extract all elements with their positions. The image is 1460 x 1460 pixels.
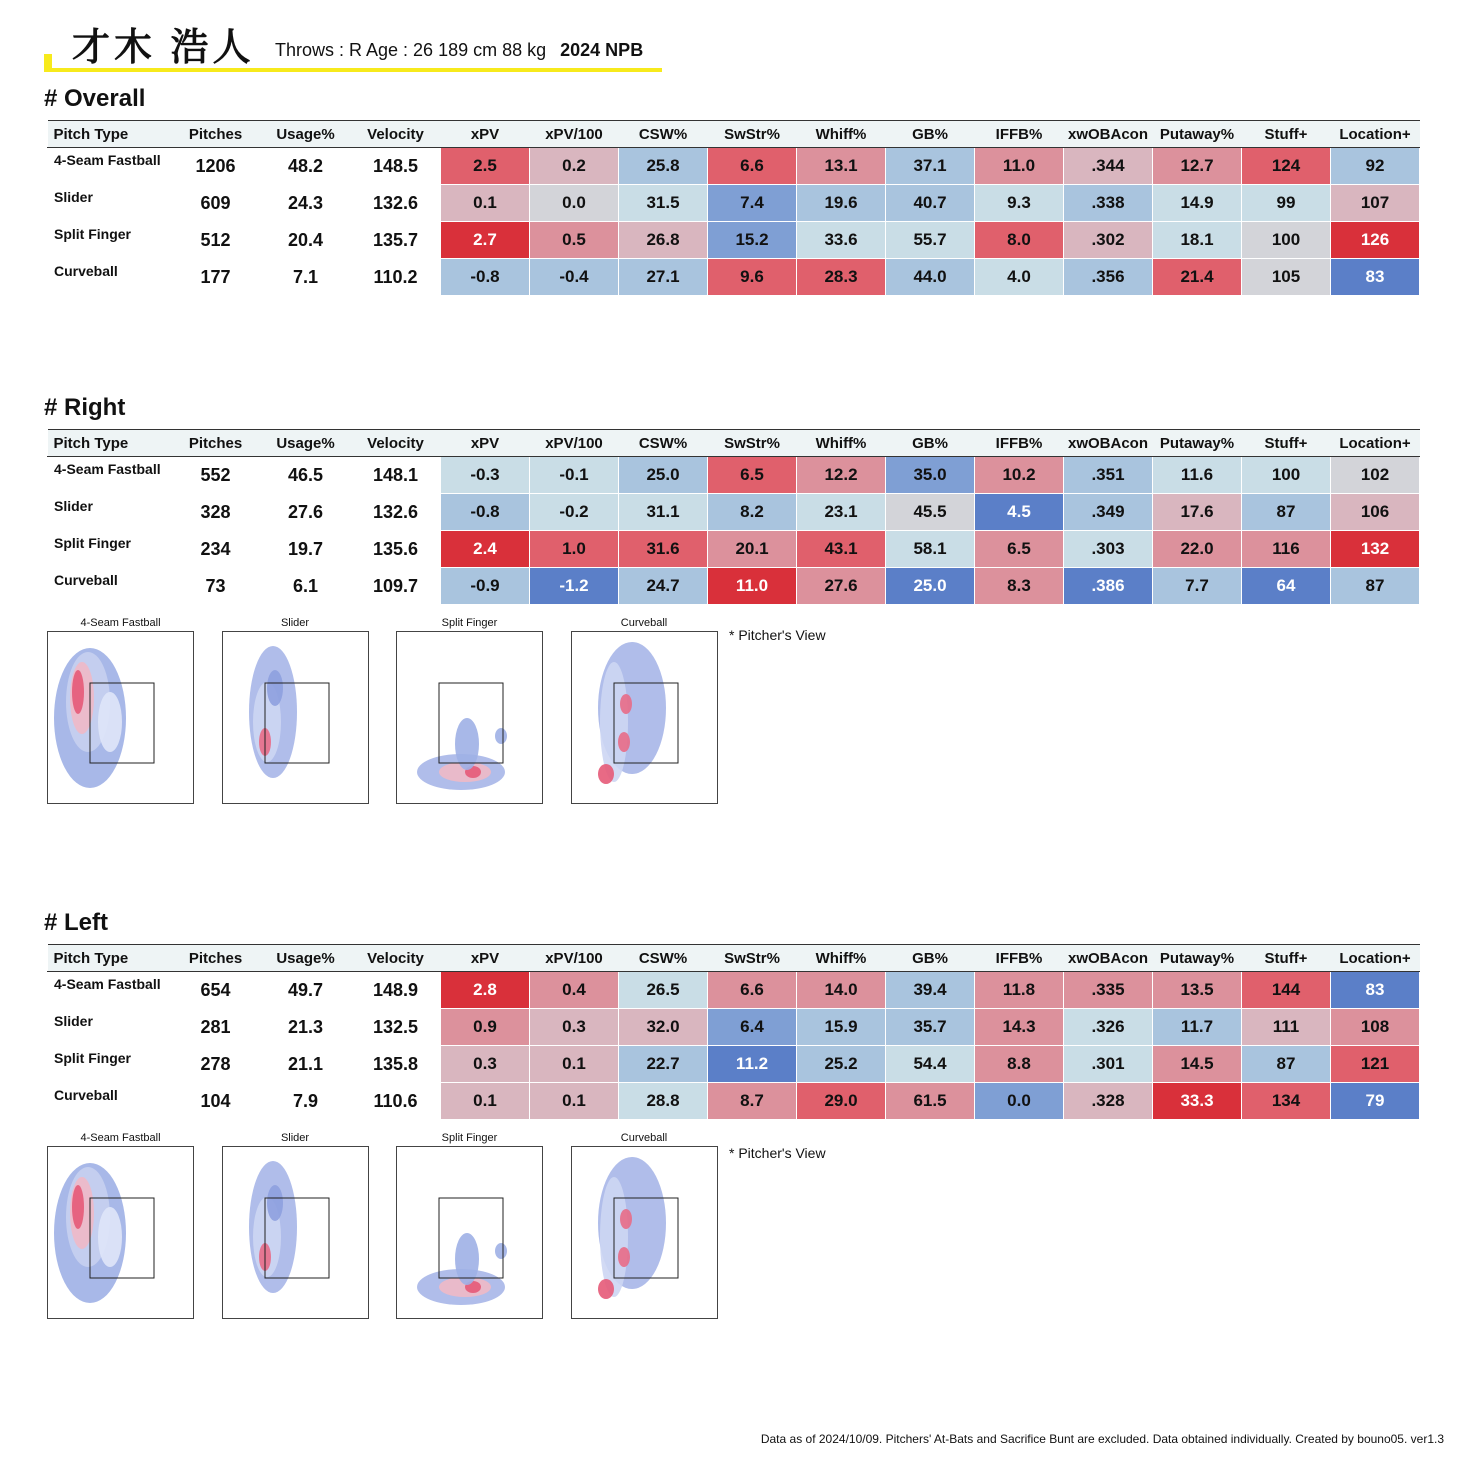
pitch-type-cell: Split Finger (48, 1046, 171, 1083)
pitch-type-cell: Curveball (48, 259, 171, 296)
metric-cell: 100 (1242, 457, 1331, 494)
stat-cell: 148.9 (351, 972, 441, 1009)
metric-cell: 20.1 (708, 531, 797, 568)
heatmap-plot (47, 1146, 194, 1319)
metric-cell: 4.5 (975, 494, 1064, 531)
metric-cell: 8.8 (975, 1046, 1064, 1083)
column-header: CSW% (619, 430, 708, 457)
metric-cell: 15.9 (797, 1009, 886, 1046)
metric-cell: .301 (1064, 1046, 1153, 1083)
metric-cell: .326 (1064, 1009, 1153, 1046)
metric-cell: 39.4 (886, 972, 975, 1009)
heatmap-plot (396, 1146, 543, 1319)
column-header: Pitches (171, 121, 261, 148)
heatmap-title: Slider (280, 617, 310, 629)
stat-cell: 281 (171, 1009, 261, 1046)
heatmap-plot (47, 631, 194, 804)
stat-cell: 552 (171, 457, 261, 494)
table-header-row (48, 121, 1420, 148)
metric-cell: 7.7 (1153, 568, 1242, 605)
column-header: IFFB% (975, 945, 1064, 972)
pitch-type-cell: 4-Seam Fastball (48, 457, 171, 494)
column-header: Putaway% (1153, 121, 1242, 148)
table-row (48, 531, 1420, 568)
metric-cell: 22.7 (619, 1046, 708, 1083)
location-heatmap (396, 1130, 543, 1319)
column-header: Pitch Type (48, 121, 171, 148)
metric-cell: 79 (1331, 1083, 1420, 1120)
metric-cell: 27.1 (619, 259, 708, 296)
column-header: Stuff+ (1242, 945, 1331, 972)
column-header: CSW% (619, 121, 708, 148)
metric-cell: 33.3 (1153, 1083, 1242, 1120)
heatmap-plot (571, 1146, 718, 1319)
column-header: Stuff+ (1242, 430, 1331, 457)
metric-cell: 12.2 (797, 457, 886, 494)
metric-cell: 12.7 (1153, 148, 1242, 185)
stat-cell: 132.6 (351, 185, 441, 222)
metric-cell: 106 (1331, 494, 1420, 531)
metric-cell: 83 (1331, 259, 1420, 296)
section-title-left: # Left (44, 909, 109, 936)
heatmap-plot (222, 631, 369, 804)
column-header: GB% (886, 121, 975, 148)
metric-cell: 2.8 (441, 972, 530, 1009)
metric-cell: 26.8 (619, 222, 708, 259)
stat-cell: 24.3 (261, 185, 351, 222)
column-header: Usage% (261, 430, 351, 457)
column-header: Velocity (351, 121, 441, 148)
heatmap-plot (222, 1146, 369, 1319)
metric-cell: 144 (1242, 972, 1331, 1009)
pitch-type-cell: Curveball (48, 1083, 171, 1120)
metric-cell: 40.7 (886, 185, 975, 222)
metric-cell: 126 (1331, 222, 1420, 259)
metric-cell: 116 (1242, 531, 1331, 568)
metric-cell: 35.7 (886, 1009, 975, 1046)
density-blob (618, 1247, 630, 1267)
column-header: SwStr% (708, 945, 797, 972)
heatmap-title: Curveball (620, 1132, 668, 1144)
metric-cell: 58.1 (886, 531, 975, 568)
player-bio: Throws : R Age : 26 189 cm 88 kg (275, 40, 547, 60)
column-header: xPV/100 (530, 121, 619, 148)
stat-cell: 46.5 (261, 457, 351, 494)
metric-cell: 0.1 (530, 1046, 619, 1083)
table-row (48, 568, 1420, 605)
stats-table-right (47, 429, 1420, 605)
stat-cell: 1206 (171, 148, 261, 185)
metric-cell: 121 (1331, 1046, 1420, 1083)
metric-cell: 0.9 (441, 1009, 530, 1046)
metric-cell: 22.0 (1153, 531, 1242, 568)
pitch-type-cell: Curveball (48, 568, 171, 605)
metric-cell: 7.4 (708, 185, 797, 222)
density-blob (267, 1185, 283, 1221)
pitch-type-cell: Slider (48, 494, 171, 531)
heatmap-title: Slider (280, 1132, 310, 1144)
column-header: xPV (441, 945, 530, 972)
heatmap-plot (396, 631, 543, 804)
location-heatmap (571, 1130, 718, 1319)
metric-cell: 54.4 (886, 1046, 975, 1083)
metric-cell: 37.1 (886, 148, 975, 185)
metric-cell: 8.2 (708, 494, 797, 531)
column-header: Pitches (171, 945, 261, 972)
density-blob (620, 694, 632, 714)
column-header: xPV (441, 121, 530, 148)
stat-cell: 512 (171, 222, 261, 259)
table-row (48, 972, 1420, 1009)
metric-cell: .356 (1064, 259, 1153, 296)
density-blob (598, 764, 614, 784)
stats-table-overall (47, 120, 1420, 296)
metric-cell: 23.1 (797, 494, 886, 531)
column-header: Whiff% (797, 945, 886, 972)
metric-cell: 87 (1242, 494, 1331, 531)
metric-cell: 0.1 (441, 1083, 530, 1120)
column-header: Location+ (1331, 121, 1420, 148)
density-blob (495, 1243, 507, 1259)
stats-table-left (47, 944, 1420, 1120)
stat-cell: 21.1 (261, 1046, 351, 1083)
metric-cell: 31.1 (619, 494, 708, 531)
stat-cell: 132.5 (351, 1009, 441, 1046)
metric-cell: 28.3 (797, 259, 886, 296)
player-header (44, 14, 662, 72)
metric-cell: 10.2 (975, 457, 1064, 494)
metric-cell: 87 (1242, 1046, 1331, 1083)
metric-cell: 0.4 (530, 972, 619, 1009)
metric-cell: 6.5 (708, 457, 797, 494)
location-heatmap (571, 615, 718, 804)
stat-cell: 609 (171, 185, 261, 222)
metric-cell: 92 (1331, 148, 1420, 185)
density-blob (267, 670, 283, 706)
stat-cell: 110.2 (351, 259, 441, 296)
column-header: Velocity (351, 430, 441, 457)
metric-cell: 33.6 (797, 222, 886, 259)
metric-cell: 11.2 (708, 1046, 797, 1083)
column-header: xwOBAcon (1064, 121, 1153, 148)
metric-cell: 100 (1242, 222, 1331, 259)
metric-cell: .338 (1064, 185, 1153, 222)
table-row (48, 1046, 1420, 1083)
stat-cell: 177 (171, 259, 261, 296)
column-header: xwOBAcon (1064, 945, 1153, 972)
stat-cell: 19.7 (261, 531, 351, 568)
player-info (275, 40, 643, 61)
stat-cell: 328 (171, 494, 261, 531)
column-header: Whiff% (797, 430, 886, 457)
metric-cell: 25.0 (619, 457, 708, 494)
column-header: CSW% (619, 945, 708, 972)
column-header: Stuff+ (1242, 121, 1331, 148)
column-header: Location+ (1331, 430, 1420, 457)
metric-cell: 0.1 (530, 1083, 619, 1120)
metric-cell: .302 (1064, 222, 1153, 259)
metric-cell: -0.4 (530, 259, 619, 296)
heatmap-title: Split Finger (441, 1132, 498, 1144)
stat-cell: 48.2 (261, 148, 351, 185)
column-header: xPV (441, 430, 530, 457)
metric-cell: 14.0 (797, 972, 886, 1009)
column-header: IFFB% (975, 121, 1064, 148)
metric-cell: 9.6 (708, 259, 797, 296)
metric-cell: 27.6 (797, 568, 886, 605)
metric-cell: 87 (1331, 568, 1420, 605)
season-label: 2024 NPB (560, 40, 644, 60)
metric-cell: 1.0 (530, 531, 619, 568)
metric-cell: 0.0 (975, 1083, 1064, 1120)
stat-cell: 148.1 (351, 457, 441, 494)
metric-cell: 0.1 (441, 185, 530, 222)
column-header: Pitch Type (48, 430, 171, 457)
stat-cell: 132.6 (351, 494, 441, 531)
section-title-overall: # Overall (44, 85, 146, 112)
stat-cell: 110.6 (351, 1083, 441, 1120)
player-name: 才木 浩人 (72, 27, 255, 69)
pitch-type-cell: Split Finger (48, 222, 171, 259)
metric-cell: 4.0 (975, 259, 1064, 296)
metric-cell: 102 (1331, 457, 1420, 494)
metric-cell: 13.1 (797, 148, 886, 185)
metric-cell: 25.2 (797, 1046, 886, 1083)
metric-cell: 32.0 (619, 1009, 708, 1046)
table-row (48, 222, 1420, 259)
footer-note: Data as of 2024/10/09. Pitchers' At-Bats and Sacrifice Bunt are excluded. Data obtained individually. Created by bouno05. ver1.3 (760, 1432, 1444, 1446)
heatmap-title: 4-Seam Fastball (80, 1132, 161, 1144)
metric-cell: 64 (1242, 568, 1331, 605)
metric-cell: 108 (1331, 1009, 1420, 1046)
density-blob (72, 1185, 84, 1229)
metric-cell: 6.5 (975, 531, 1064, 568)
stat-cell: 234 (171, 531, 261, 568)
metric-cell: 21.4 (1153, 259, 1242, 296)
density-blob (495, 728, 507, 744)
column-header: Velocity (351, 945, 441, 972)
metric-cell: 2.7 (441, 222, 530, 259)
column-header: Putaway% (1153, 430, 1242, 457)
metric-cell: 107 (1331, 185, 1420, 222)
metric-cell: 8.3 (975, 568, 1064, 605)
metric-cell: 6.4 (708, 1009, 797, 1046)
stat-cell: 104 (171, 1083, 261, 1120)
metric-cell: 132 (1331, 531, 1420, 568)
column-header: SwStr% (708, 121, 797, 148)
metric-cell: 61.5 (886, 1083, 975, 1120)
stat-cell: 278 (171, 1046, 261, 1083)
table-header-row (48, 945, 1420, 972)
metric-cell: .335 (1064, 972, 1153, 1009)
metric-cell: 15.2 (708, 222, 797, 259)
metric-cell: 24.7 (619, 568, 708, 605)
metric-cell: -0.1 (530, 457, 619, 494)
metric-cell: 0.2 (530, 148, 619, 185)
table-row (48, 494, 1420, 531)
heatmap-plot (571, 631, 718, 804)
column-header: xwOBAcon (1064, 430, 1153, 457)
metric-cell: 17.6 (1153, 494, 1242, 531)
metric-cell: .328 (1064, 1083, 1153, 1120)
column-header: Pitch Type (48, 945, 171, 972)
metric-cell: .303 (1064, 531, 1153, 568)
pitch-type-cell: Slider (48, 1009, 171, 1046)
column-header: SwStr% (708, 430, 797, 457)
heatmap-title: Split Finger (441, 617, 498, 629)
metric-cell: 124 (1242, 148, 1331, 185)
table-row (48, 1009, 1420, 1046)
location-heatmap (47, 1130, 194, 1319)
metric-cell: 26.5 (619, 972, 708, 1009)
metric-cell: 14.9 (1153, 185, 1242, 222)
metric-cell: .386 (1064, 568, 1153, 605)
column-header: Whiff% (797, 121, 886, 148)
metric-cell: 2.4 (441, 531, 530, 568)
metric-cell: 111 (1242, 1009, 1331, 1046)
stat-cell: 6.1 (261, 568, 351, 605)
metric-cell: 43.1 (797, 531, 886, 568)
density-blob (598, 1279, 614, 1299)
table-row (48, 185, 1420, 222)
stat-cell: 7.1 (261, 259, 351, 296)
metric-cell: 11.0 (708, 568, 797, 605)
density-blob (72, 670, 84, 714)
metric-cell: 9.3 (975, 185, 1064, 222)
metric-cell: 25.0 (886, 568, 975, 605)
pitchers-view-note-right: * Pitcher's View (729, 627, 826, 643)
metric-cell: 14.5 (1153, 1046, 1242, 1083)
metric-cell: 99 (1242, 185, 1331, 222)
density-blob (98, 1207, 122, 1267)
metric-cell: -0.8 (441, 494, 530, 531)
metric-cell: 13.5 (1153, 972, 1242, 1009)
metric-cell: 31.6 (619, 531, 708, 568)
metric-cell: 28.8 (619, 1083, 708, 1120)
metric-cell: -0.3 (441, 457, 530, 494)
stat-cell: 73 (171, 568, 261, 605)
table-row (48, 457, 1420, 494)
heatmap-title: 4-Seam Fastball (80, 617, 161, 629)
metric-cell: 2.5 (441, 148, 530, 185)
stat-cell: 135.8 (351, 1046, 441, 1083)
metric-cell: .344 (1064, 148, 1153, 185)
metric-cell: 0.0 (530, 185, 619, 222)
metric-cell: 55.7 (886, 222, 975, 259)
metric-cell: 19.6 (797, 185, 886, 222)
column-header: Location+ (1331, 945, 1420, 972)
stat-cell: 135.7 (351, 222, 441, 259)
column-header: IFFB% (975, 430, 1064, 457)
stat-cell: 109.7 (351, 568, 441, 605)
metric-cell: -0.8 (441, 259, 530, 296)
metric-cell: 105 (1242, 259, 1331, 296)
pitchers-view-note-left: * Pitcher's View (729, 1145, 826, 1161)
metric-cell: 6.6 (708, 148, 797, 185)
stat-cell: 654 (171, 972, 261, 1009)
metric-cell: 8.0 (975, 222, 1064, 259)
location-heatmap (47, 615, 194, 804)
density-blob (618, 732, 630, 752)
metric-cell: 0.3 (530, 1009, 619, 1046)
density-blob (455, 1233, 479, 1285)
stat-cell: 20.4 (261, 222, 351, 259)
pitch-type-cell: 4-Seam Fastball (48, 972, 171, 1009)
table-row (48, 259, 1420, 296)
table-header-row (48, 430, 1420, 457)
metric-cell: 31.5 (619, 185, 708, 222)
metric-cell: 134 (1242, 1083, 1331, 1120)
location-heatmap (396, 615, 543, 804)
stat-cell: 7.9 (261, 1083, 351, 1120)
metric-cell: 11.6 (1153, 457, 1242, 494)
metric-cell: 83 (1331, 972, 1420, 1009)
metric-cell: .349 (1064, 494, 1153, 531)
metric-cell: 0.3 (441, 1046, 530, 1083)
metric-cell: -1.2 (530, 568, 619, 605)
stat-cell: 135.6 (351, 531, 441, 568)
table-row (48, 1083, 1420, 1120)
metric-cell: .351 (1064, 457, 1153, 494)
column-header: xPV/100 (530, 945, 619, 972)
column-header: Usage% (261, 945, 351, 972)
metric-cell: 11.8 (975, 972, 1064, 1009)
metric-cell: -0.9 (441, 568, 530, 605)
metric-cell: 25.8 (619, 148, 708, 185)
stat-cell: 49.7 (261, 972, 351, 1009)
pitch-type-cell: 4-Seam Fastball (48, 148, 171, 185)
metric-cell: 45.5 (886, 494, 975, 531)
density-blob (455, 718, 479, 770)
column-header: Putaway% (1153, 945, 1242, 972)
table-row (48, 148, 1420, 185)
density-blob (98, 692, 122, 752)
pitch-type-cell: Slider (48, 185, 171, 222)
column-header: Pitches (171, 430, 261, 457)
metric-cell: 44.0 (886, 259, 975, 296)
stat-cell: 21.3 (261, 1009, 351, 1046)
metric-cell: 35.0 (886, 457, 975, 494)
stat-cell: 27.6 (261, 494, 351, 531)
density-blob (620, 1209, 632, 1229)
section-title-right: # Right (44, 394, 126, 421)
metric-cell: 18.1 (1153, 222, 1242, 259)
location-heatmap (222, 615, 369, 804)
heatmap-title: Curveball (620, 617, 668, 629)
header-accent-mark (44, 54, 52, 72)
pitch-type-cell: Split Finger (48, 531, 171, 568)
location-heatmap (222, 1130, 369, 1319)
column-header: xPV/100 (530, 430, 619, 457)
metric-cell: 0.5 (530, 222, 619, 259)
column-header: GB% (886, 430, 975, 457)
metric-cell: 11.7 (1153, 1009, 1242, 1046)
metric-cell: -0.2 (530, 494, 619, 531)
metric-cell: 11.0 (975, 148, 1064, 185)
stat-cell: 148.5 (351, 148, 441, 185)
metric-cell: 29.0 (797, 1083, 886, 1120)
metric-cell: 8.7 (708, 1083, 797, 1120)
metric-cell: 6.6 (708, 972, 797, 1009)
column-header: GB% (886, 945, 975, 972)
column-header: Usage% (261, 121, 351, 148)
metric-cell: 14.3 (975, 1009, 1064, 1046)
